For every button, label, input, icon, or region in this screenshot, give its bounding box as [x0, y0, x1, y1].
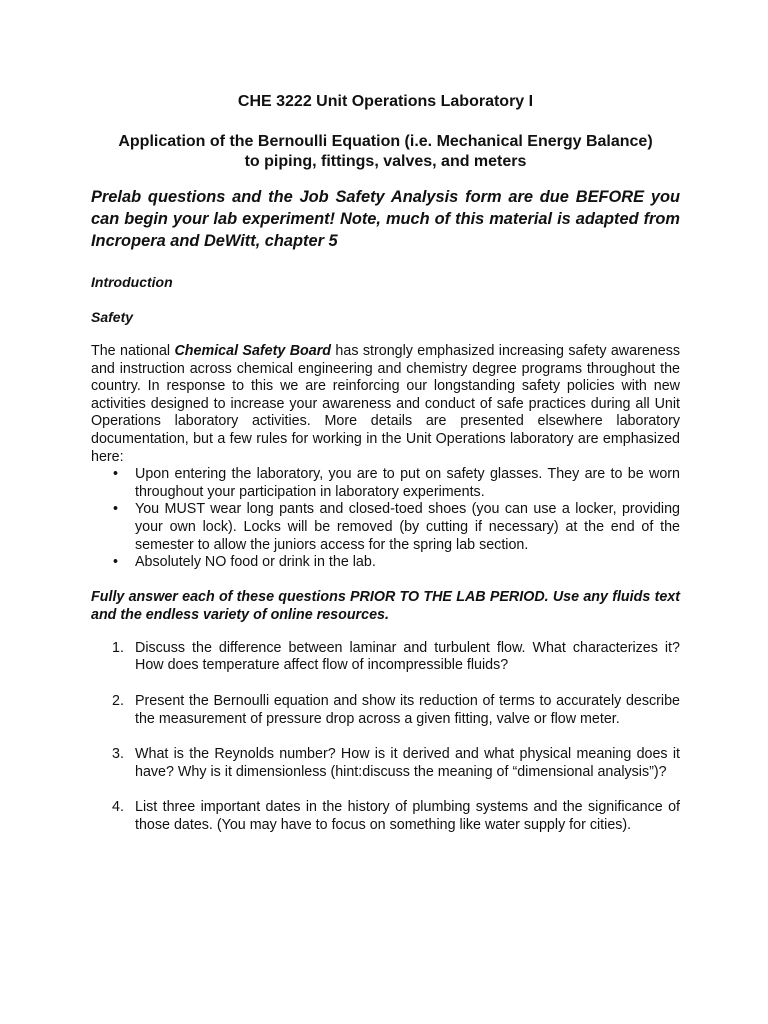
question-item — [112, 746, 680, 781]
bullet-icon: • — [113, 466, 119, 483]
prior-to-lab-notice: Fully answer each of these questions PRIOR TO THE LAB PERIOD. Use any fluids text and the endless variety of online resources. — [91, 588, 680, 623]
safety-rule-text: Upon entering the laboratory, you are to put on safety glasses. They are to be worn throughout your participation in laboratory experiments. — [135, 466, 680, 500]
document-subtitle — [91, 132, 680, 172]
introduction-heading: Introduction — [91, 274, 173, 290]
question-text: What is the Reynolds number? How is it derived and what physical meaning does it have? Why is it dimensionless (hint:discuss the meaning of “dimensional analysis”)? — [135, 746, 680, 780]
safety-rule-text: You MUST wear long pants and closed-toed shoes (you can use a locker, providing your own lock). Locks will be removed (by cutting if necessary) at the end of the semester to allow the juniors access for the spring lab section. — [135, 501, 680, 553]
question-number: 2. — [112, 692, 124, 709]
bullet-icon: • — [113, 501, 119, 518]
question-number: 3. — [112, 746, 124, 763]
course-title: CHE 3222 Unit Operations Laboratory I — [237, 93, 534, 110]
safety-paragraph-rest: has strongly emphasized increasing safety awareness and instruction across chemical engineering and chemistry degree programs throughout the country. In response to this we are reinforcing our longstanding safety policies with new activities designed to increase your awareness and conduct of safe practices during all Unit Operations laboratory activities. More details are presented elsewhere laboratory documentation, but a few rules for working in the Unit Operations laboratory are emphasized here: — [91, 343, 680, 465]
question-item — [112, 799, 680, 834]
question-item — [112, 693, 680, 728]
safety-paragraph — [91, 343, 680, 466]
prelab-questions-list — [91, 640, 680, 835]
safety-rule-text: Absolutely NO food or drink in the lab. — [135, 554, 376, 571]
question-text: Discuss the difference between laminar and turbulent flow. What characterizes it? How does temperature affect flow of incompressible fluids? — [135, 639, 680, 674]
safety-heading: Safety — [91, 309, 134, 325]
subtitle-line-2: to piping, fittings, valves, and meters — [244, 153, 527, 170]
question-number: 1. — [112, 639, 124, 656]
subtitle-line-1: Application of the Bernoulli Equation (i.e. Mechanical Energy Balance) — [118, 133, 653, 150]
safety-rule-item — [113, 466, 680, 501]
question-item — [112, 640, 680, 675]
safety-rule-item — [113, 501, 680, 554]
question-number: 4. — [112, 799, 124, 816]
safety-rules-list — [91, 466, 680, 572]
bullet-icon: • — [113, 554, 119, 571]
prelab-notice: Prelab questions and the Job Safety Analysis form are due BEFORE you can begin your lab experiment! Note, much of this material is adapted from Incropera and DeWitt, chapter 5 — [91, 188, 680, 250]
chemical-safety-board-emphasis: Chemical Safety Board — [174, 343, 332, 359]
safety-rule-item — [113, 554, 680, 572]
question-text: Present the Bernoulli equation and show its reduction of terms to accurately describe the measurement of pressure drop across a given fitting, valve or flow meter. — [135, 692, 680, 727]
question-text: List three important dates in the history of plumbing systems and the significance of those dates. (You may have to focus on something like water supply for cities). — [135, 799, 680, 833]
safety-paragraph-lead: The national — [91, 343, 175, 359]
